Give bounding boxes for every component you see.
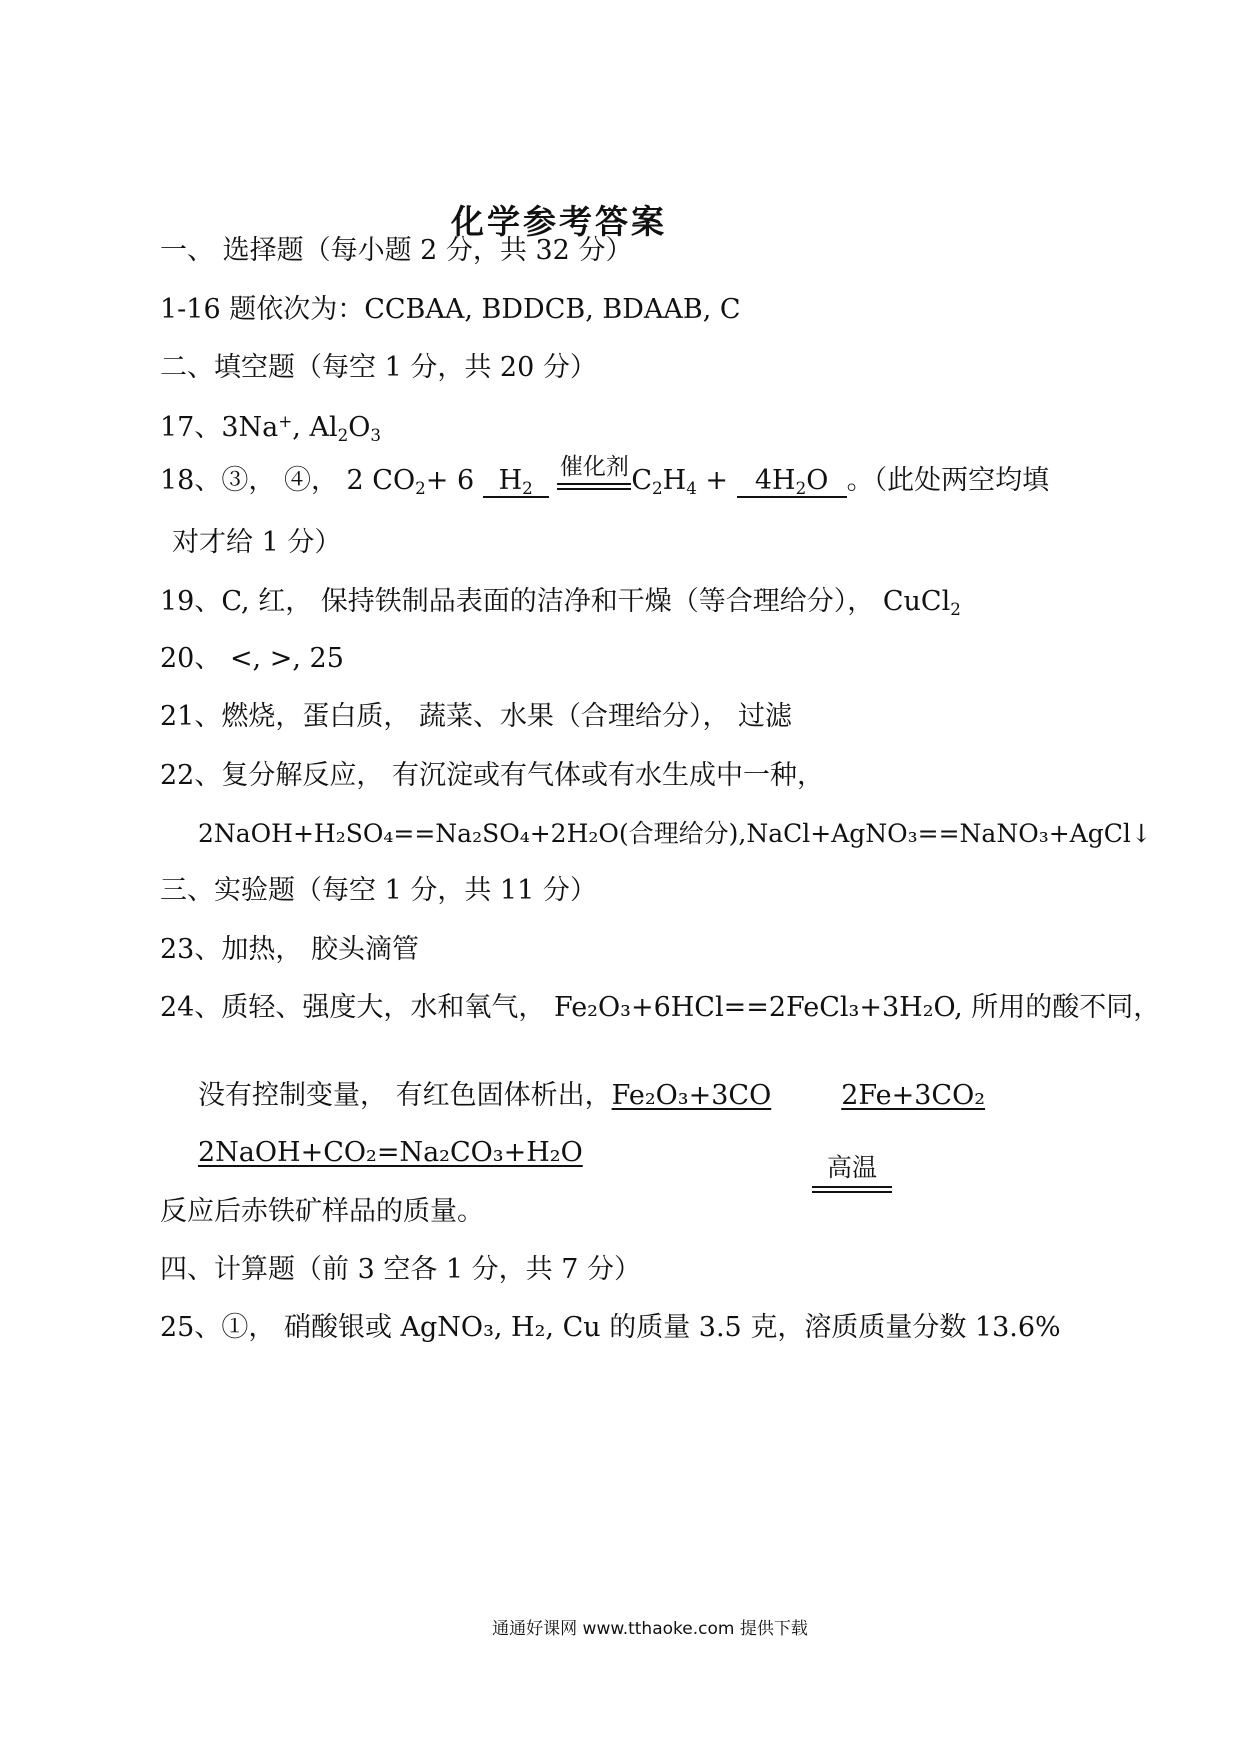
catalyst-arrow (557, 454, 631, 499)
q24-answer-line-3 (198, 1135, 583, 1171)
q25-answer: 25、①， 硝酸银或 AgNO₃, H₂, Cu 的质量 3.5 克，溶质质量分数 13.6% (160, 1312, 1061, 1343)
q1-16-answers: 1-16 题依次为：CCBAA, BDDCB, BDAAB, C (160, 294, 741, 325)
q24-answer-line-4: 反应后赤铁矿样品的质量。 (160, 1196, 484, 1227)
q18-answer (160, 454, 1050, 499)
q22-answer-line-1: 22、复分解反应， 有沉淀或有气体或有水生成中一种， (160, 760, 824, 791)
catalyst-label: 催化剂 (559, 454, 629, 480)
q17-prefix: 17、3Na (160, 412, 279, 443)
q18-h-sub: 4 (686, 478, 697, 498)
q19-answer (160, 584, 961, 620)
section-3-heading: 三、实验题（每空 1 分，共 11 分） (160, 875, 597, 906)
q18-blank1-h: H (498, 465, 523, 496)
high-temp-bar-top (812, 1186, 892, 1188)
page-title: 化学参考答案 (451, 202, 667, 241)
q24-answer-line-2 (198, 1078, 985, 1114)
q24-line2-text: 没有控制变量， 有红色固体析出， (198, 1080, 612, 1111)
catalyst-bar-top (557, 483, 631, 485)
q18-prefix: 18、③， ④， 2 CO (160, 465, 416, 496)
q24-answer-line-1: 24、质轻、强度大，水和氧气， Fe₂O₃+6HCl==2FeCl₃+3H₂O, 所用的酸不同， (160, 992, 1161, 1023)
q23-answer: 23、加热， 胶头滴管 (160, 934, 419, 965)
high-temp-bar-bottom (812, 1191, 892, 1193)
high-temp-condition (812, 1153, 892, 1193)
q24-eq2: 2NaOH+CO₂=Na₂CO₃+H₂O (198, 1137, 583, 1168)
section-2-heading: 二、填空题（每空 1 分，共 20 分） (160, 352, 597, 383)
q18-c: C (631, 465, 652, 496)
q17-charge: + (278, 411, 293, 431)
q20-answer: 20、 <, >, 25 (160, 643, 344, 674)
q18-suffix: 。（此处两空均填 (846, 465, 1050, 496)
q24-eq1-right: 2Fe+3CO₂ (841, 1080, 986, 1111)
q18-blank-1 (483, 466, 549, 498)
q18-h: H (662, 465, 687, 496)
q18-continuation: 对才给 1 分） (172, 527, 342, 558)
q17-answer (160, 410, 381, 446)
q19-sub: 2 (950, 599, 961, 619)
q18-mid: + 6 (425, 465, 475, 496)
q18-blank2-h: 4H (754, 465, 796, 496)
high-temp-label: 高温 (826, 1153, 877, 1182)
q17-sub2: 3 (370, 425, 382, 445)
q24-eq1-left: Fe₂O₃+3CO (611, 1080, 772, 1111)
q17-o: O (348, 412, 371, 443)
q18-blank1-sub: 2 (522, 478, 533, 498)
footer-source: 通通好课网 www.tthaoke.com 提供下载 (492, 1619, 808, 1639)
q18-c-sub: 2 (651, 478, 663, 498)
q21-answer: 21、燃烧，蛋白质， 蔬菜、水果（合理给分）， 过滤 (160, 701, 793, 732)
q18-blank2-o: O (806, 465, 829, 496)
q22-answer-line-2: 2NaOH+H₂SO₄==Na₂SO₄+2H₂O(合理给分),NaCl+AgNO₃==NaNO₃+AgCl↓ (198, 819, 1152, 848)
section-1-heading: 一、 选择题（每小题 2 分，共 32 分） (160, 235, 633, 266)
q18-blank-2 (737, 466, 847, 498)
q17-sep: , Al (292, 412, 338, 443)
q18-blank2-sub: 2 (795, 478, 807, 498)
q19-text: 19、C, 红， 保持铁制品表面的洁净和干燥（等合理给分）， CuCl (160, 586, 951, 617)
section-4-heading: 四、计算题（前 3 空各 1 分，共 7 分） (160, 1254, 642, 1285)
q18-plus: + (696, 465, 737, 496)
catalyst-bar-bottom (557, 488, 631, 490)
q18-co2-sub: 2 (415, 478, 426, 498)
q17-sub1: 2 (337, 425, 349, 445)
